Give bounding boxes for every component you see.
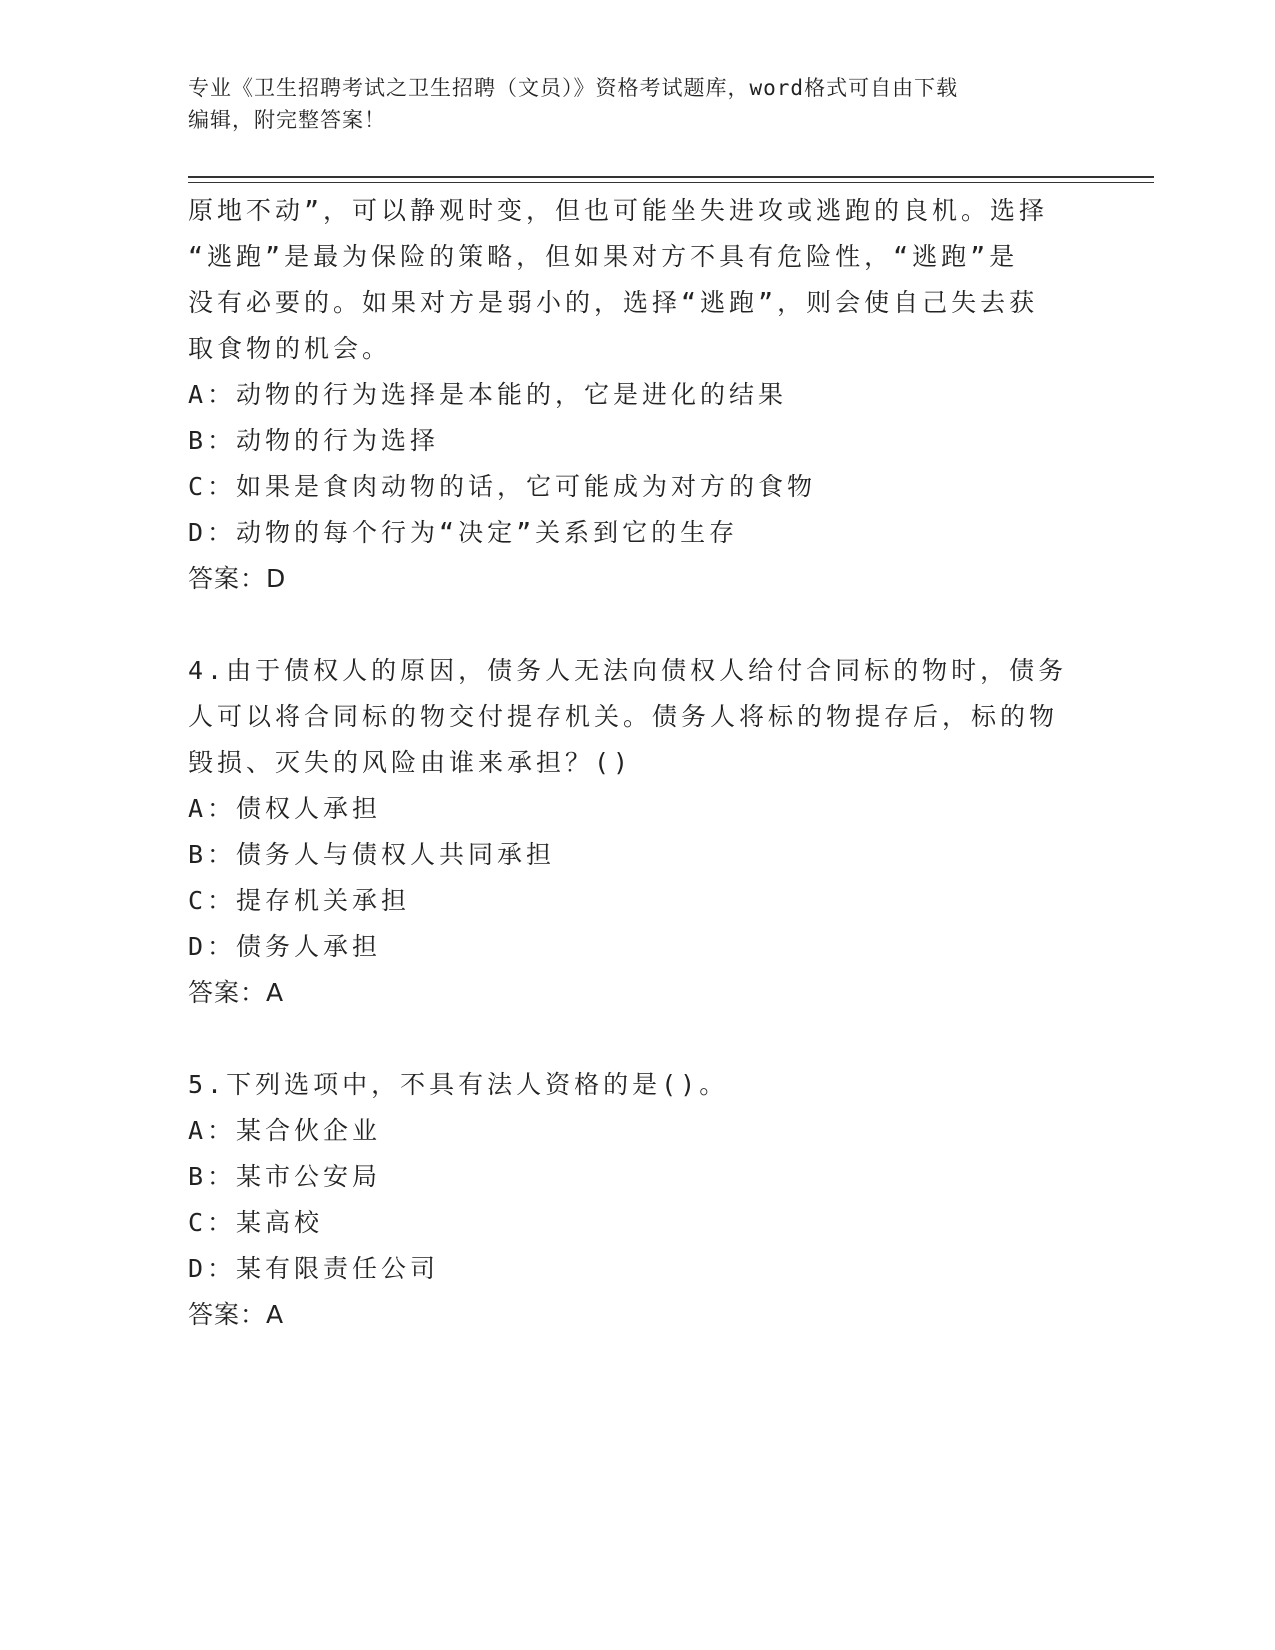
option-c: C：如果是食肉动物的话，它可能成为对方的食物 (188, 472, 817, 501)
question-text-line: 人可以将合同标的物交付提存机关。债务人将标的物提存后，标的物 (188, 702, 1059, 731)
option-d: D：债务人承担 (188, 932, 382, 961)
question-5 (188, 1062, 1068, 1338)
spacer (188, 1016, 1068, 1062)
option-c: C：提存机关承担 (188, 886, 411, 915)
header-divider-thick (188, 176, 1154, 178)
option-b: B：某市公安局 (188, 1162, 382, 1191)
header-line-1: 专业《卫生招聘考试之卫生招聘（文员）》资格考试题库，word格式可自由下载 (188, 76, 959, 100)
option-d: D：动物的每个行为“决定”关系到它的生存 (188, 518, 739, 547)
question-text-line: 5.下列选项中，不具有法人资格的是()。 (188, 1070, 729, 1099)
option-a: A：债权人承担 (188, 794, 382, 823)
header-divider-thin (188, 182, 1154, 183)
question-text-line: 4.由于债权人的原因，债务人无法向债权人给付合同标的物时，债务 (188, 656, 1068, 685)
header-line-2: 编辑，附完整答案！ (188, 108, 386, 132)
document-header (188, 72, 1068, 136)
option-c: C：某高校 (188, 1208, 324, 1237)
option-b: B：动物的行为选择 (188, 426, 440, 455)
option-a: A：某合伙企业 (188, 1116, 382, 1145)
option-a: A：动物的行为选择是本能的，它是进化的结果 (188, 380, 788, 409)
option-d: D：某有限责任公司 (188, 1254, 440, 1283)
question-4 (188, 648, 1068, 1016)
answer-label: 答案：A (188, 978, 285, 1007)
question-text-line: 没有必要的。如果对方是弱小的，选择“逃跑”，则会使自己失去获 (188, 288, 1039, 317)
option-b: B：债务人与债权人共同承担 (188, 840, 556, 869)
answer-label: 答案：A (188, 1300, 285, 1329)
question-text-line: “逃跑”是最为保险的策略，但如果对方不具有危险性，“逃跑”是 (188, 242, 1019, 271)
question-text-line: 毁损、灭失的风险由谁来承担？() (188, 748, 633, 777)
question-text-line: 原地不动”，可以静观时变，但也可能坐失进攻或逃跑的良机。选择 (188, 196, 1049, 225)
answer-label: 答案：D (188, 564, 287, 593)
question-text-line: 取食物的机会。 (188, 334, 392, 363)
spacer (188, 602, 1068, 648)
document-body (188, 188, 1068, 1338)
question-continuation (188, 188, 1068, 602)
